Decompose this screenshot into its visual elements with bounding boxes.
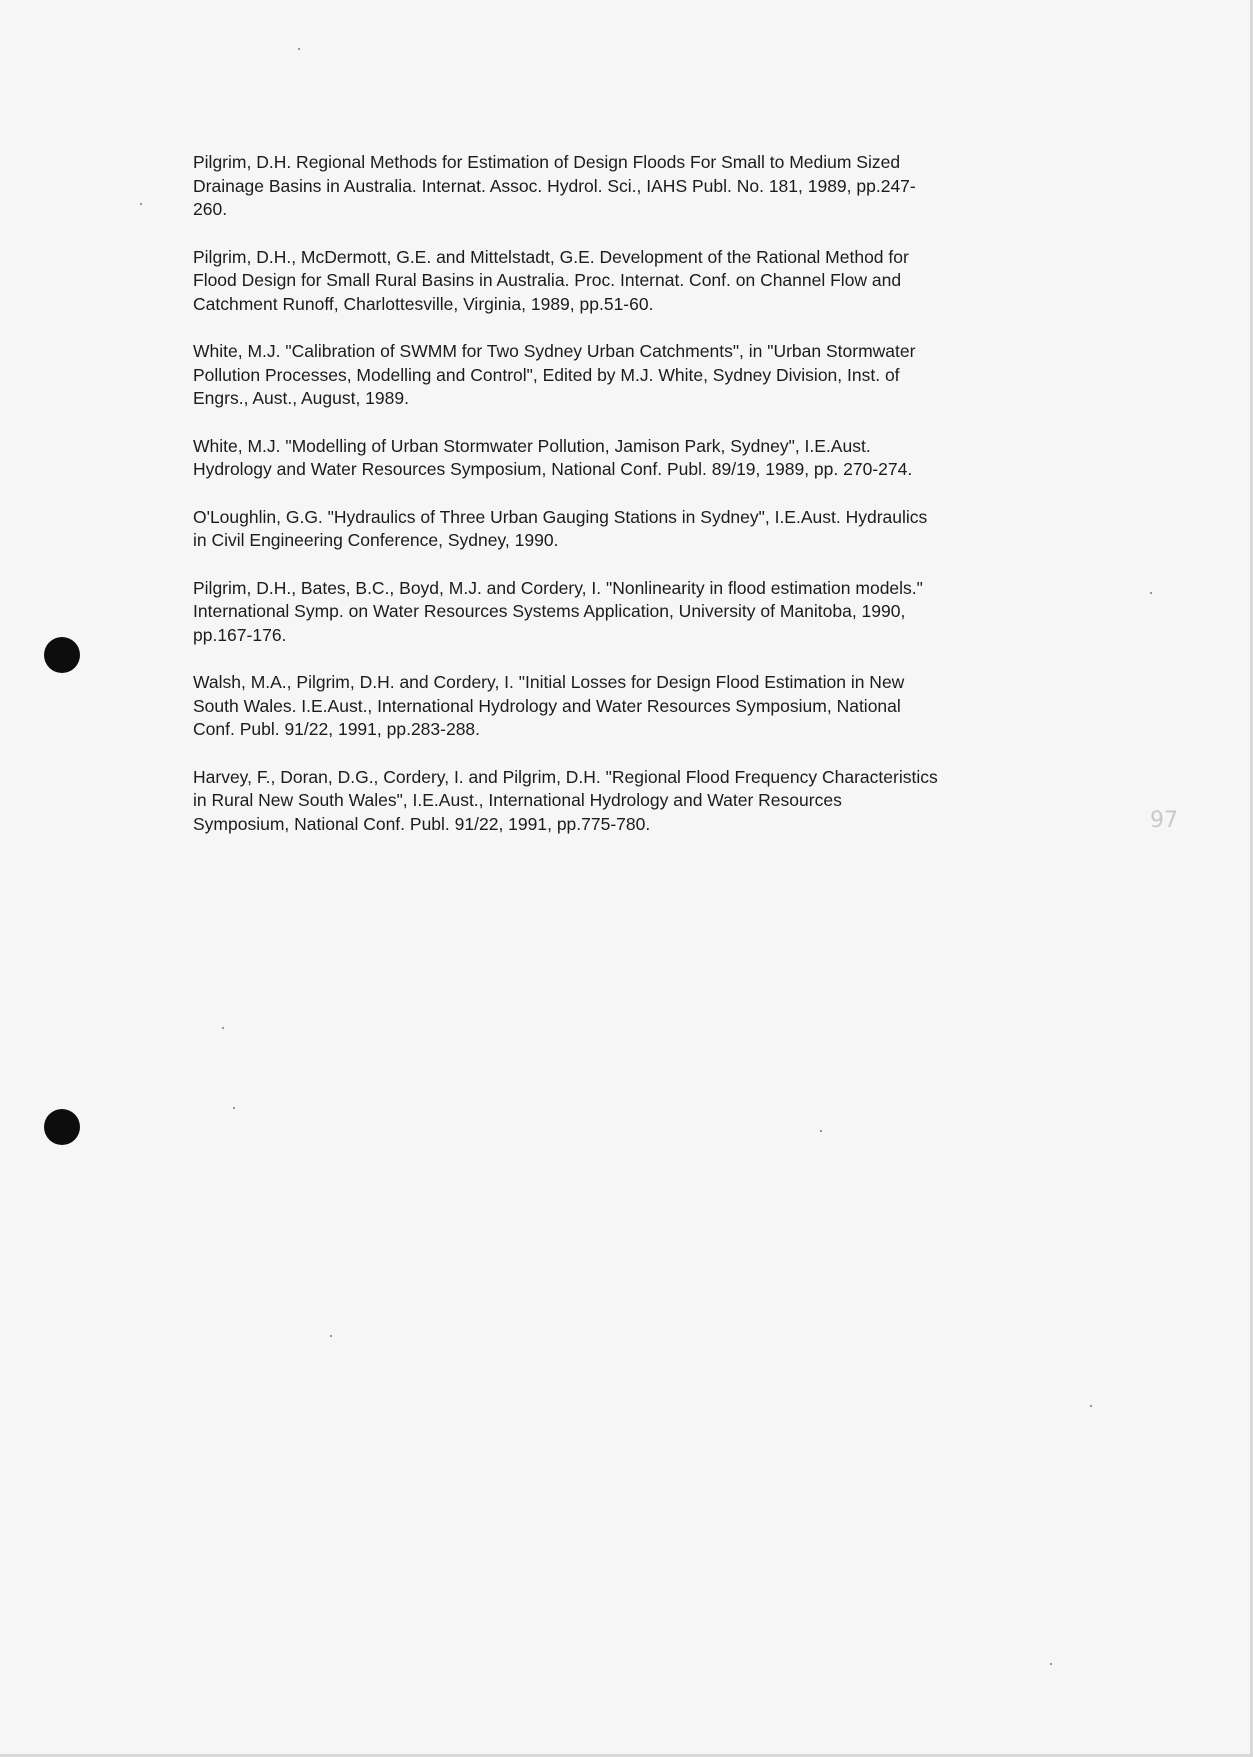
scan-speck bbox=[222, 1027, 224, 1029]
scan-speck bbox=[298, 48, 300, 50]
reference-entry: Pilgrim, D.H. Regional Methods for Estimation of Design Floods For Small to Medium Sized Drainage Basins in Australia. Internat. Assoc. Hydrol. Sci., IAHS Publ. No. 181, 1989, pp.247- 260. bbox=[193, 152, 916, 219]
scan-speck bbox=[1150, 592, 1152, 594]
scan-speck bbox=[1090, 1405, 1092, 1407]
scan-speck bbox=[330, 1335, 332, 1337]
reference-entry: Pilgrim, D.H., McDermott, G.E. and Mittelstadt, G.E. Development of the Rational Method for Flood Design for Small Rural Basins in Australia. Proc. Internat. Conf. on Channel Flow and Catchment Runoff, Charlottesville, Virginia, 1989, pp.51-60. bbox=[193, 246, 909, 314]
reference-entry: White, M.J. "Modelling of Urban Stormwater Pollution, Jamison Park, Sydney", I.E.Aust. Hydrology and Water Resources Symposium, National Conf. Publ. 89/19, 1989, pp. 270-274. bbox=[193, 435, 913, 479]
margin-annotation: 97 bbox=[1150, 808, 1178, 833]
scan-speck bbox=[140, 203, 142, 205]
scan-speck bbox=[820, 1130, 822, 1132]
reference-entry: White, M.J. "Calibration of SWMM for Two Sydney Urban Catchments", in "Urban Stormwater Pollution Processes, Modelling and Control", Edited by M.J. White, Sydney Division, Inst. of Engrs., Aust., August, 1989. bbox=[193, 341, 916, 408]
reference-entry: O'Loughlin, G.G. "Hydraulics of Three Urban Gauging Stations in Sydney", I.E.Aust. Hydraulics in Civil Engineering Conference, Sydney, 1990. bbox=[193, 506, 928, 550]
reference-list bbox=[193, 151, 1093, 860]
reference-entry: Pilgrim, D.H., Bates, B.C., Boyd, M.J. and Cordery, I. "Nonlinearity in flood estimation models." International Symp. on Water Resources Systems Application, University of Manitoba, 1990, pp.167-176. bbox=[193, 577, 923, 645]
punch-hole-bottom bbox=[44, 1109, 80, 1145]
reference-entry: Walsh, M.A., Pilgrim, D.H. and Cordery, I. "Initial Losses for Design Flood Estimation in New South Wales. I.E.Aust., International Hydrology and Water Resources Symposium, National Conf. Publ. 91/22, 1991, pp.283-288. bbox=[193, 672, 905, 739]
scan-speck bbox=[1050, 1663, 1052, 1665]
reference-entry: Harvey, F., Doran, D.G., Cordery, I. and Pilgrim, D.H. "Regional Flood Frequency Characteristics in Rural New South Wales", I.E.Aust., International Hydrology and Water Resources Symposium, National Conf. Publ. 91/22, 1991, pp.775-780. bbox=[193, 766, 938, 834]
scan-speck bbox=[233, 1107, 235, 1109]
punch-hole-top bbox=[44, 637, 80, 673]
